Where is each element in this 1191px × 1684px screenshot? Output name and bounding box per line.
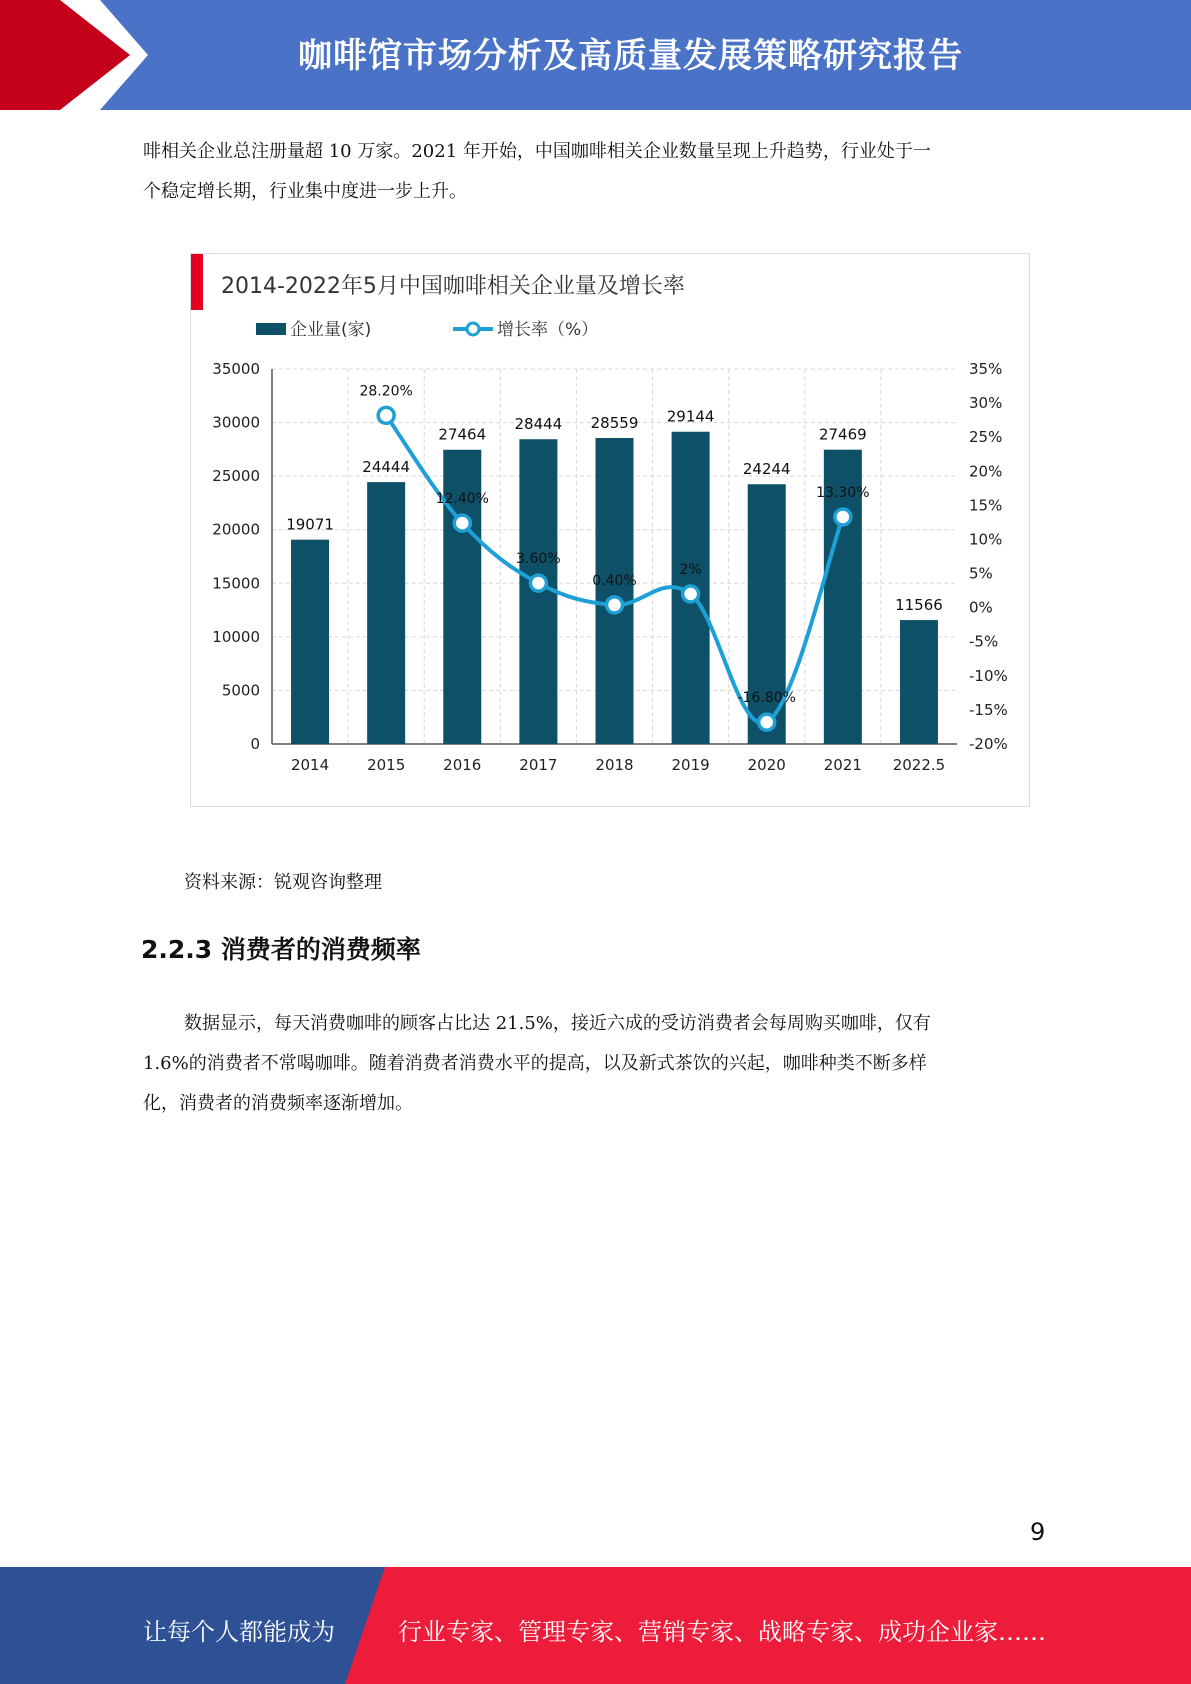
growth-value-label: 3.60% — [516, 551, 561, 568]
intro-line-1: 啡相关企业总注册量超 10 万家。2021 年开始，中国咖啡相关企业数量呈现上升趋势，行业处于一 — [143, 141, 931, 162]
legend-line-label: 增长率（%） — [497, 320, 599, 340]
y-tick-label: 35000 — [212, 360, 260, 378]
y2-tick-label: 20% — [969, 462, 1003, 481]
y-tick-label: 10000 — [212, 627, 260, 646]
intro-line-2: 个稳定增长期，行业集中度进一步上升。 — [143, 181, 467, 202]
bar-value-label: 19071 — [286, 515, 334, 534]
body-line-1: 数据显示，每天消费咖啡的顾客占比达 21.5%，接近六成的受访消费者会每周购买咖啡，仅有 — [184, 1013, 931, 1034]
growth-point — [454, 515, 470, 531]
y-tick-label: 25000 — [212, 467, 260, 486]
legend-bar-label: 企业量(家) — [290, 320, 372, 340]
growth-point — [607, 597, 623, 613]
x-tick-label: 2022.5 — [892, 756, 946, 774]
y-tick-label: 30000 — [212, 413, 260, 432]
x-tick-label: 2016 — [443, 756, 482, 774]
growth-point — [530, 575, 546, 591]
y2-tick-label: -20% — [969, 735, 1008, 753]
bar — [596, 438, 634, 744]
growth-point — [683, 586, 699, 602]
page-footer — [0, 1567, 1191, 1684]
growth-value-label: 13.30% — [816, 484, 870, 501]
y2-tick-label: -10% — [969, 666, 1008, 685]
x-tick-label: 2017 — [519, 756, 558, 774]
report-title: 咖啡馆市场分析及高质量发展策略研究报告 — [298, 36, 963, 76]
enterprise-growth-chart — [191, 254, 1029, 806]
page-header — [0, 0, 1191, 110]
y-tick-label: 5000 — [221, 681, 260, 700]
bar-value-label: 28444 — [514, 415, 563, 434]
body-paragraph — [143, 1004, 1043, 1124]
growth-value-label: 2% — [679, 562, 702, 578]
chart-title: 2014-2022年5月中国咖啡相关企业量及增长率 — [221, 274, 685, 299]
y-tick-label: 15000 — [212, 574, 260, 593]
x-tick-label: 2014 — [290, 756, 330, 774]
body-line-2: 1.6%的消费者不常喝咖啡。随着消费者消费水平的提高，以及新式茶饮的兴起，咖啡种类不断多样 — [143, 1053, 927, 1074]
y2-tick-label: 15% — [969, 496, 1003, 515]
footer-slogan-left: 让每个人都能成为 — [143, 1618, 335, 1646]
bar-value-label: 24444 — [362, 458, 411, 477]
bar-value-label: 28559 — [590, 414, 639, 433]
y2-tick-label: 0% — [969, 598, 993, 617]
bar-value-label: 27469 — [818, 425, 867, 444]
y2-tick-label: -5% — [969, 632, 999, 651]
bar-value-label: 29144 — [666, 407, 715, 426]
y2-tick-label: 30% — [969, 394, 1003, 413]
legend-bar-swatch — [256, 323, 286, 335]
body-line-3: 化，消费者的消费频率逐渐增加。 — [143, 1093, 413, 1114]
growth-value-label: 28.20% — [359, 383, 413, 400]
y2-tick-label: 25% — [969, 428, 1003, 447]
y2-tick-label: 35% — [969, 360, 1003, 378]
x-tick-label: 2018 — [595, 756, 634, 774]
page-number: 9 — [1030, 1518, 1046, 1546]
bar-value-label: 24244 — [742, 460, 791, 479]
x-tick-label: 2021 — [823, 756, 862, 774]
x-tick-label: 2019 — [671, 756, 710, 774]
y2-tick-label: 5% — [969, 564, 993, 583]
footer-slogan-right: 行业专家、管理专家、营销专家、战略专家、成功企业家…… — [398, 1618, 1046, 1646]
section-heading: 2.2.3 消费者的消费频率 — [141, 935, 421, 964]
chart-container — [190, 253, 1030, 807]
y2-tick-label: -15% — [969, 700, 1008, 719]
x-tick-label: 2020 — [747, 756, 786, 774]
y-tick-label: 0 — [250, 735, 260, 753]
growth-value-label: -16.80% — [737, 690, 796, 707]
bar — [367, 482, 405, 744]
intro-paragraph — [143, 132, 1043, 212]
growth-value-label: 12.40% — [435, 491, 489, 508]
growth-point — [378, 407, 394, 423]
title-marker — [191, 254, 203, 310]
bar-value-label: 11566 — [895, 596, 943, 615]
y-tick-label: 20000 — [212, 520, 260, 539]
growth-point — [835, 509, 851, 525]
growth-point — [759, 714, 775, 730]
legend-line-marker — [467, 323, 479, 335]
bar — [900, 620, 938, 744]
y2-tick-label: 10% — [969, 530, 1003, 549]
chart-source: 资料来源：锐观咨询整理 — [184, 872, 382, 893]
bar-value-label: 27464 — [438, 425, 487, 444]
bar — [291, 540, 329, 744]
x-tick-label: 2015 — [367, 756, 406, 774]
growth-value-label: 0.40% — [592, 572, 637, 589]
